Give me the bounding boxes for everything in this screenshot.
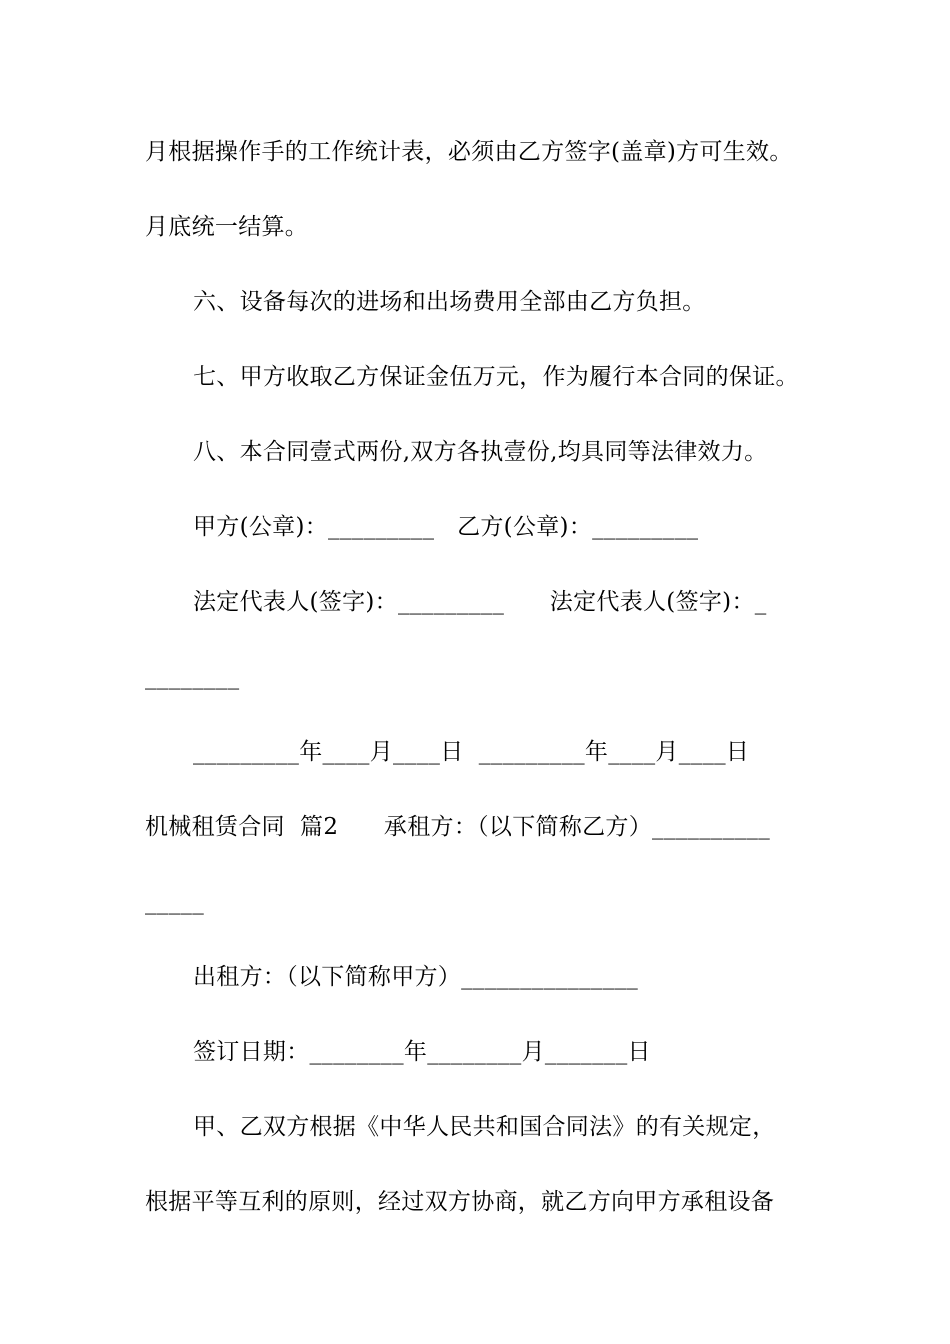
preamble-line-1: 甲、乙双方根据《中华人民共和国合同法》的有关规定， [193,1114,776,1140]
date-line: _________年____月____日 _________年____月____日 [193,739,750,765]
lessee-line-continued: _____ [145,889,204,915]
representative-line-continued: ________ [145,664,240,690]
text-line-1: 月根据操作手的工作统计表，必须由乙方签字(盖章)方可生效。 [145,139,793,165]
seal-line: 甲方(公章)：_________ 乙方(公章)：_________ [193,514,699,540]
clause-8: 八、本合同壹式两份,双方各执壹份,均具同等法律效力。 [193,439,768,465]
representative-line: 法定代表人(签字)：_________ 法定代表人(签字)：_ [193,589,767,615]
signing-date-line: 签订日期：________年________月_______日 [193,1039,651,1065]
lessor-line: 出租方：（以下简称甲方）_______________ [193,964,639,990]
preamble-line-2: 根据平等互利的原则，经过双方协商，就乙方向甲方承租设备 [145,1189,775,1215]
contract-2-heading: 机械租赁合同 篇2 承租方：（以下简称乙方）__________ [145,814,771,840]
text-line-2: 月底统一结算。 [145,214,309,240]
clause-6: 六、设备每次的进场和出场费用全部由乙方负担。 [193,289,706,315]
clause-7: 七、甲方收取乙方保证金伍万元，作为履行本合同的保证。 [193,364,799,390]
